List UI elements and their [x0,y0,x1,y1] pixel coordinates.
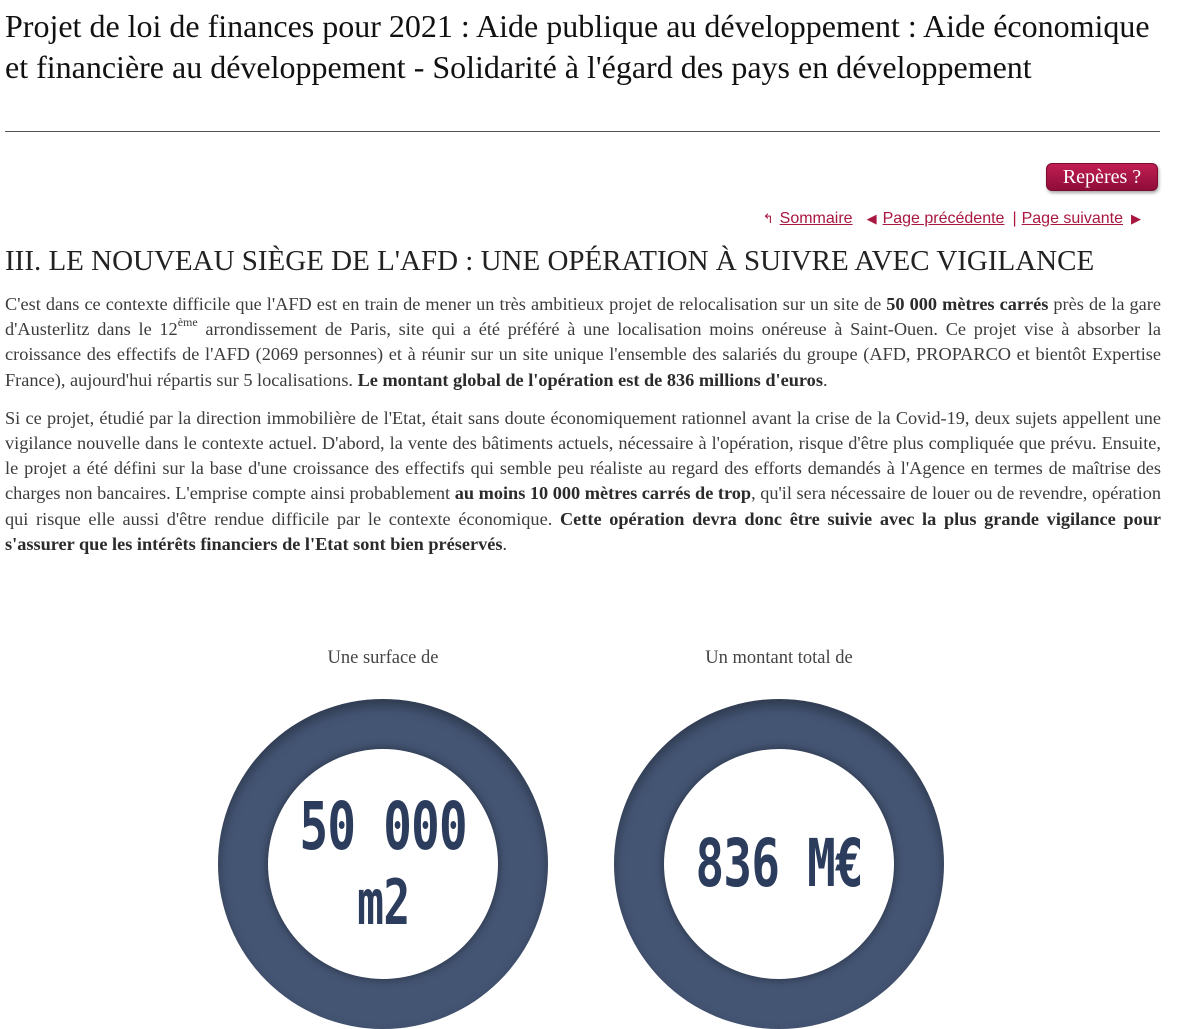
triangle-left-icon: ◀ [866,211,877,226]
page-navigation [763,208,1141,230]
stat-value: 50 000 [299,788,467,865]
stat-ring-center [664,749,894,979]
stat-label: Un montant total de [705,648,853,668]
bold-text: 50 000 mètres carrés [886,294,1049,314]
superscript: ème [177,315,198,330]
stat-surface [218,645,548,939]
stat-ring [218,699,548,1029]
section-title: III. LE NOUVEAU SIÈGE DE L'AFD : UNE OPÉRATION À SUIVRE AVEC VIGILANCE [5,245,1095,277]
title-divider [5,131,1160,132]
paragraph-1 [5,292,1161,393]
bold-text: au moins 10 000 mètres carrés de trop [454,483,752,504]
pager-separator: | [1012,210,1017,227]
stat-unit: m2 [356,866,410,939]
bold-text: Cette opération devra donc être suivie avec la plus grande vigilance pour s'assurer que les intérêts financiers de l'Etat sont bien préservés [5,508,1161,554]
summary-link[interactable]: Sommaire [779,210,853,227]
triangle-right-icon: ▶ [1131,211,1141,226]
next-page-link[interactable]: Page suivante [1021,210,1123,227]
bold-text: Le montant global de l'opération est de 836 millions d'euros [357,369,823,390]
text-run: Si ce projet, étudié par la direction immobilière de l'Etat, était sans doute économiquement rationnel avant la crise de la Covid-19, deux sujets appellent une vigilance nouvelle dans le contexte actuel. D'abord, la vente des bâtiments actuels, nécessaire à l'opération, risque d'être plus compliquée que prévu. Ensuite, le projet a été défini sur la base d'une croissance des effectifs qui semble peu réaliste au regard des efforts demandés à l'Agence en termes de maîtrise des charges non bancaires. L'emprise compte ainsi probablement [5,407,1161,504]
text-run: , qu'il sera nécessaire de louer ou de revendre, opération qui risque elle aussi d'être rendue difficile par le contexte économique. [5,483,1161,529]
body-text [5,292,1161,570]
reperes-button[interactable]: Repères ? [1046,163,1158,191]
previous-page-link[interactable]: Page précédente [882,210,1005,227]
text-run: près de la gare d'Austerlitz dans le 12 [5,294,1161,340]
stat-ring-center [268,749,498,979]
text-run: . [822,369,828,390]
stat-amount [614,645,944,902]
page-title: Projet de loi de finances pour 2021 : Aide publique au développement : Aide économique et financière au développement - Solidarité à l'égard des pays en développement [5,8,1150,85]
text-run: C'est dans ce contexte difficile que l'AFD est en train de mener un très ambitieux projet de relocalisation sur un site de [5,294,887,314]
paragraph-2 [5,406,1161,557]
text-run: arrondissement de Paris, site qui a été préféré à une localisation moins onéreuse à Saint-Ouen. Ce projet vise à absorber la croissance des effectifs de l'AFD (2069 personnes) et à réunir sur un site unique l'ensemble des salariés du groupe (AFD, PROPARCO et bientôt Expertise France), aujourd'hui répartis sur 5 localisations. [5,319,1161,390]
text-run: . [502,533,508,554]
return-arrow-icon: ↰ [762,211,774,226]
stat-value: 836 M€ [695,825,863,902]
stat-label: Une surface de [327,648,439,668]
stat-ring [614,699,944,1029]
